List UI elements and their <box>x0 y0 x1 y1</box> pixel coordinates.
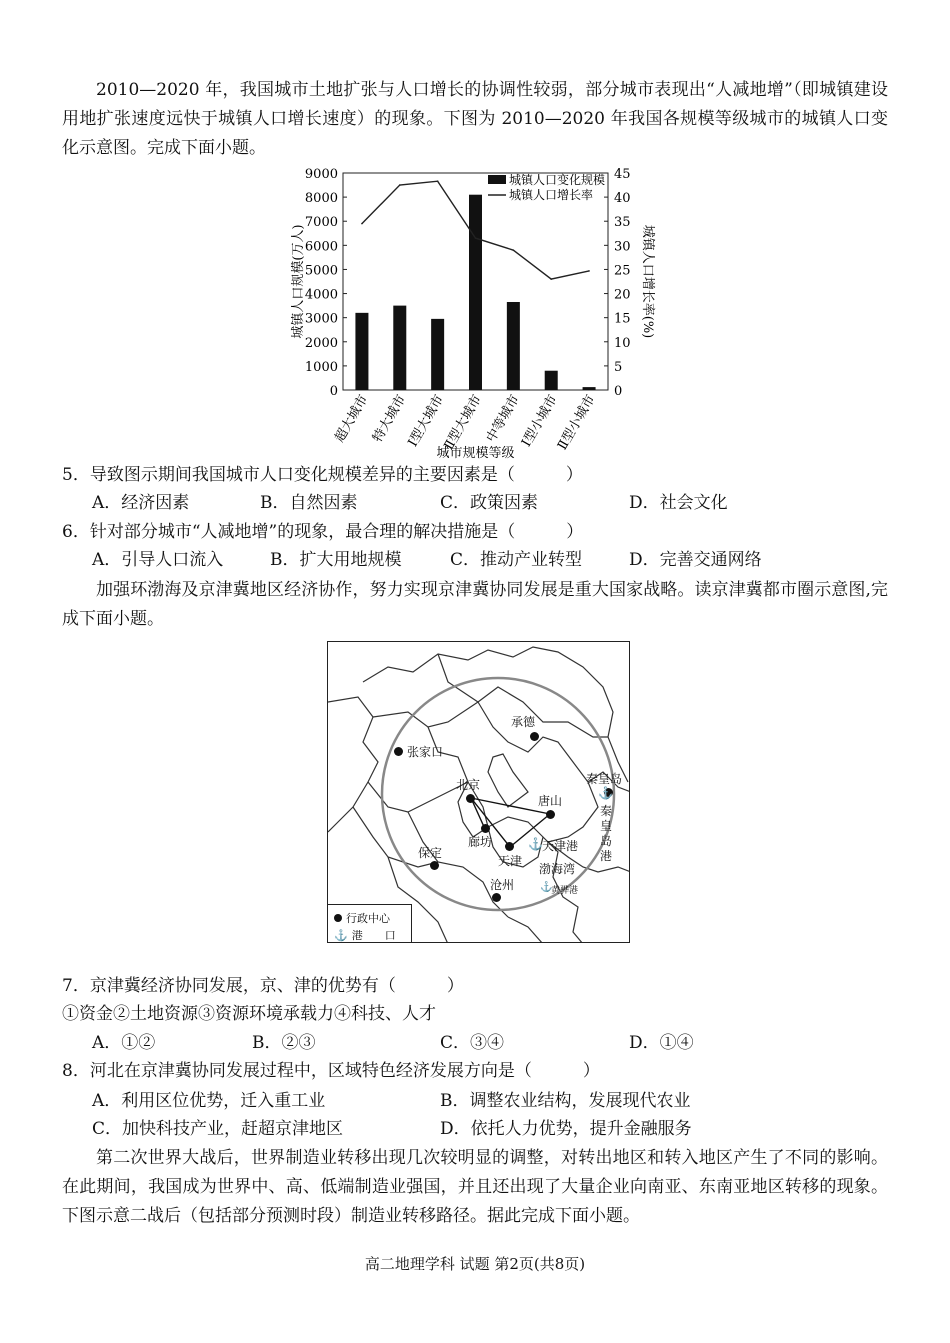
bar <box>355 313 368 390</box>
y-tick-label: 9000 <box>304 167 338 182</box>
growth-rate-point <box>513 249 515 251</box>
admin-center-icon <box>492 893 501 902</box>
y-tick-label: 2000 <box>304 335 338 351</box>
q6-option-c[interactable]: C．推动产业转型 <box>450 550 583 570</box>
city-baoding-label: 保定 <box>418 846 443 860</box>
legend-bar-swatch <box>488 175 506 184</box>
population-chart <box>0 165 950 465</box>
q8-option-c[interactable]: C．加快科技产业，赶超京津地区 <box>92 1119 344 1139</box>
question-6-stem: 6．针对部分城市“人减地增”的现象，最合理的解决措施是（ ） <box>62 522 584 542</box>
admin-center-icon <box>334 914 342 922</box>
admin-center-icon <box>546 810 555 819</box>
city-langfang-label: 廊坊 <box>468 835 493 849</box>
y2-tick-label: 5 <box>614 359 623 375</box>
admin-center-icon <box>481 824 490 833</box>
port-huanghua-label: 黄骅港 <box>551 886 579 896</box>
growth-rate-point <box>550 278 552 280</box>
growth-rate-point <box>588 270 590 272</box>
y2-tick-label: 30 <box>614 239 631 255</box>
map-boundaries <box>328 647 630 943</box>
bar <box>393 306 406 390</box>
growth-rate-point <box>361 223 363 225</box>
bar <box>431 319 444 390</box>
y2-axis-title: 城镇人口增长率(%) <box>640 224 655 339</box>
y2-tick-label: 20 <box>614 287 631 303</box>
q7-option-c[interactable]: C．③④ <box>440 1033 505 1053</box>
page-footer: 高二地理学科 试题 第2页(共8页) <box>364 1255 586 1273</box>
q7-option-b[interactable]: B．②③ <box>252 1033 316 1053</box>
x-tick-label: Ⅱ型小城市 <box>555 392 599 453</box>
intro-paragraph-2: 加强环渤海及京津冀地区经济协作，努力实现京津冀协同发展是重大国家战略。读京津冀都市圈示意图,完成下面小题。 <box>62 580 888 629</box>
x-tick-label: Ⅰ型小城市 <box>519 392 561 450</box>
q6-option-b[interactable]: B．扩大用地规模 <box>270 550 402 570</box>
y-axis-title: 城镇人口规模(万人) <box>291 224 306 339</box>
admin-center-icon <box>430 861 439 870</box>
map-legend <box>328 904 412 943</box>
legend-port <box>334 927 396 943</box>
sea-bohai <box>539 860 575 877</box>
admin-center-icon <box>530 732 539 741</box>
question-7-items: ①资金②土地资源③资源环境承载力④科技、人才 <box>62 1004 436 1024</box>
admin-center-icon <box>505 842 514 851</box>
anchor-icon: ⚓ <box>540 882 553 893</box>
y-tick-label: 0 <box>329 384 338 399</box>
y2-tick-label: 15 <box>614 311 631 327</box>
x-axis-title: 城市规模等级 <box>436 446 515 461</box>
y2-tick-label: 35 <box>614 215 631 231</box>
intro-paragraph-1: 2010—2020 年，我国城市土地扩张与人口增长的协调性较弱，部分城市表现出“人减地增”（即城镇建设用地扩张速度远快于城镇人口增长速度）的现象。下图为 2010—2020 年我国各规模等级城市的城镇人口变化示意图。完成下面小题。 <box>62 80 888 158</box>
anchor-icon: ⚓ <box>334 929 348 942</box>
y2-tick-label: 45 <box>614 167 631 182</box>
q7-option-a[interactable]: A．①② <box>92 1033 156 1053</box>
x-tick-label: 中等城市 <box>483 392 523 446</box>
x-tick-label: Ⅱ型大城市 <box>441 392 485 453</box>
y-tick-label: 8000 <box>304 191 338 207</box>
y-tick-label: 3000 <box>304 311 338 327</box>
legend-port-label: 港 口 <box>351 929 396 942</box>
q8-option-a[interactable]: A．利用区位优势，迁入重工业 <box>92 1091 326 1111</box>
city-tangshan-label: 唐山 <box>538 794 563 808</box>
bar <box>507 302 520 390</box>
intro-paragraph-3: 第二次世界大战后，世界制造业转移出现几次较明显的调整，对转出地区和转入地区产生了不同的影响。在此期间，我国成为世界中、高、低端制造业强国，并且还出现了大量企业向南亚、东南亚地区转移的现象。下图示意二战后（包括部分预测时段）制造业转移路径。据此完成下面小题。 <box>62 1148 888 1226</box>
bar <box>469 195 482 390</box>
growth-rate-point <box>399 184 401 186</box>
growth-rate-point <box>437 180 439 182</box>
city-tianjin-label: 天津 <box>498 854 523 868</box>
q6-option-a[interactable]: A．引导人口流入 <box>92 550 224 570</box>
city-cangzhou-label: 沧州 <box>490 878 515 892</box>
x-tick-label: 超大城市 <box>332 392 372 446</box>
city-beijing-label: 北京 <box>456 778 481 792</box>
y-tick-label: 5000 <box>304 263 338 279</box>
y-tick-label: 7000 <box>304 215 338 231</box>
y-tick-label: 4000 <box>304 287 338 303</box>
q5-option-d[interactable]: D．社会文化 <box>629 493 728 513</box>
legend-admin-center-label: 行政中心 <box>346 912 390 925</box>
city-chengde-label: 承德 <box>511 715 536 729</box>
q5-option-b[interactable]: B．自然因素 <box>260 493 358 513</box>
q6-option-d[interactable]: D．完善交通网络 <box>629 550 762 570</box>
q5-option-c[interactable]: C．政策因素 <box>440 493 539 513</box>
legend-bar-label: 城镇人口变化规模 <box>509 173 606 187</box>
q8-option-b[interactable]: B．调整农业结构，发展现代农业 <box>440 1091 691 1111</box>
bar <box>545 371 558 390</box>
port-tianjin-label: 天津港 <box>542 839 579 853</box>
y2-tick-label: 10 <box>614 335 631 351</box>
growth-rate-point <box>475 237 477 239</box>
city-zhangjiakou-label: 张家口 <box>407 745 444 759</box>
question-8-stem: 8．河北在京津冀协同发展过程中，区域特色经济发展方向是（ ） <box>62 1061 600 1081</box>
city-qinhuangdao-label: 秦皇岛 <box>586 772 623 786</box>
jingjinji-map <box>327 641 630 943</box>
sea-bohai-label: 渤海湾 <box>539 862 576 876</box>
admin-center-icon <box>394 747 403 756</box>
question-5-stem: 5．导致图示期间我国城市人口变化规模差异的主要因素是（ ） <box>62 465 583 485</box>
y-tick-label: 6000 <box>304 239 338 255</box>
q8-option-d[interactable]: D．依托人力优势，提升金融服务 <box>440 1119 692 1139</box>
anchor-icon: ⚓ <box>528 837 543 851</box>
bar <box>583 387 596 390</box>
y-tick-label: 1000 <box>304 359 338 375</box>
x-tick-label: Ⅰ型大城市 <box>405 392 448 450</box>
y2-tick-label: 40 <box>614 191 631 207</box>
legend-line-label: 城镇人口增长率 <box>509 188 594 202</box>
admin-center-icon <box>466 794 475 803</box>
y2-tick-label: 25 <box>614 263 631 279</box>
q7-option-d[interactable]: D．①④ <box>629 1033 694 1053</box>
q5-option-a[interactable]: A．经济因素 <box>92 493 190 513</box>
anchor-icon: ⚓ <box>598 786 613 800</box>
x-tick-label: 特大城市 <box>370 392 410 446</box>
y2-tick-label: 0 <box>614 384 623 399</box>
legend-admin-center <box>334 910 390 926</box>
port-qinhuangdao-label: 秦皇岛港 <box>600 804 613 863</box>
question-7-stem: 7．京津冀经济协同发展，京、津的优势有（ ） <box>62 976 464 996</box>
